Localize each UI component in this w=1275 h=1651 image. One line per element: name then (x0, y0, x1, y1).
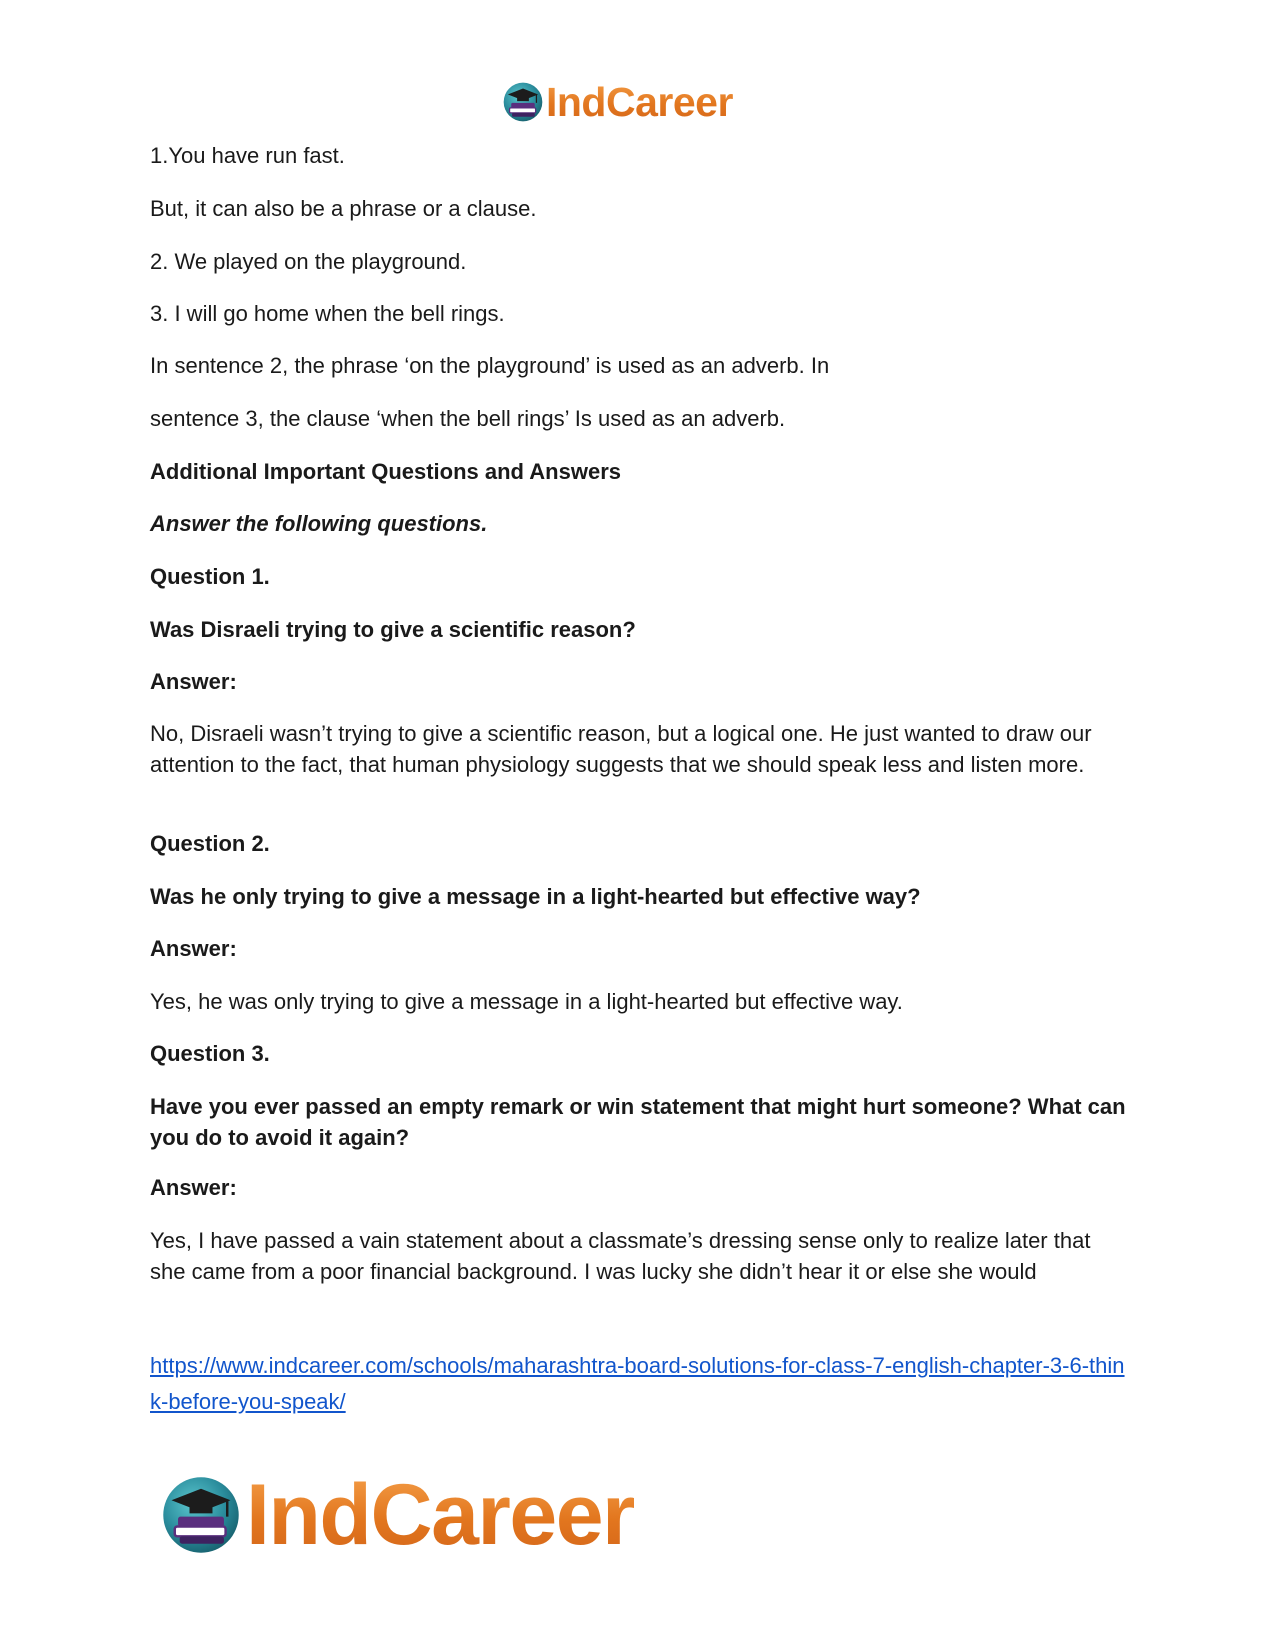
answer-1-text: No, Disraeli wasn’t trying to give a scientific reason, but a logical one. He just wanted to draw our attention to the fact, that human physiology suggests that we should speak less and listen more. (150, 721, 1092, 777)
header-logo (502, 78, 733, 126)
graduation-cap-books-icon (160, 1474, 242, 1556)
source-url-link[interactable]: https://www.indcareer.com/schools/maharashtra-board-solutions-for-class-7-english-chapter-3-6-think-before-you-speak/ (150, 1353, 1125, 1414)
explanation-text: But, it can also be a phrase or a clause. (150, 196, 537, 221)
question-2-text: Was he only trying to give a message in a light-hearted but effective way? (150, 884, 921, 909)
answer-2-text: Yes, he was only trying to give a message in a light-hearted but effective way. (150, 989, 903, 1014)
footer-logo-text: IndCareer (246, 1467, 634, 1563)
explanation-sentence-3: sentence 3, the clause ‘when the bell rings’ Is used as an adverb. (150, 406, 786, 431)
question-1-label: Question 1. (150, 564, 270, 589)
explanation-sentence-2: In sentence 2, the phrase ‘on the playground’ is used as an adverb. In (150, 353, 830, 378)
graduation-cap-books-icon (502, 81, 544, 123)
question-3-label: Question 3. (150, 1041, 270, 1066)
section-heading: Additional Important Questions and Answers (150, 459, 622, 484)
question-1-text: Was Disraeli trying to give a scientific reason? (150, 617, 636, 642)
example-sentence-1: 1.You have run fast. (150, 143, 345, 168)
header-logo-text: IndCareer (546, 79, 733, 125)
instruction-text: Answer the following questions. (150, 511, 488, 536)
answer-2-label: Answer: (150, 936, 237, 961)
answer-3-label: Answer: (150, 1175, 237, 1200)
question-2-label: Question 2. (150, 831, 270, 856)
answer-1-label: Answer: (150, 669, 237, 694)
example-sentence-3: 3. I will go home when the bell rings. (150, 301, 505, 326)
question-3-text: Have you ever passed an empty remark or win statement that might hurt someone? What can you do to avoid it again? (150, 1094, 1126, 1150)
example-sentence-2: 2. We played on the playground. (150, 249, 467, 274)
answer-3-text: Yes, I have passed a vain statement about a classmate’s dressing sense only to realize later that she came from a poor financial background. I was lucky she didn’t hear it or else she would (150, 1228, 1091, 1284)
footer-logo (160, 1467, 634, 1563)
